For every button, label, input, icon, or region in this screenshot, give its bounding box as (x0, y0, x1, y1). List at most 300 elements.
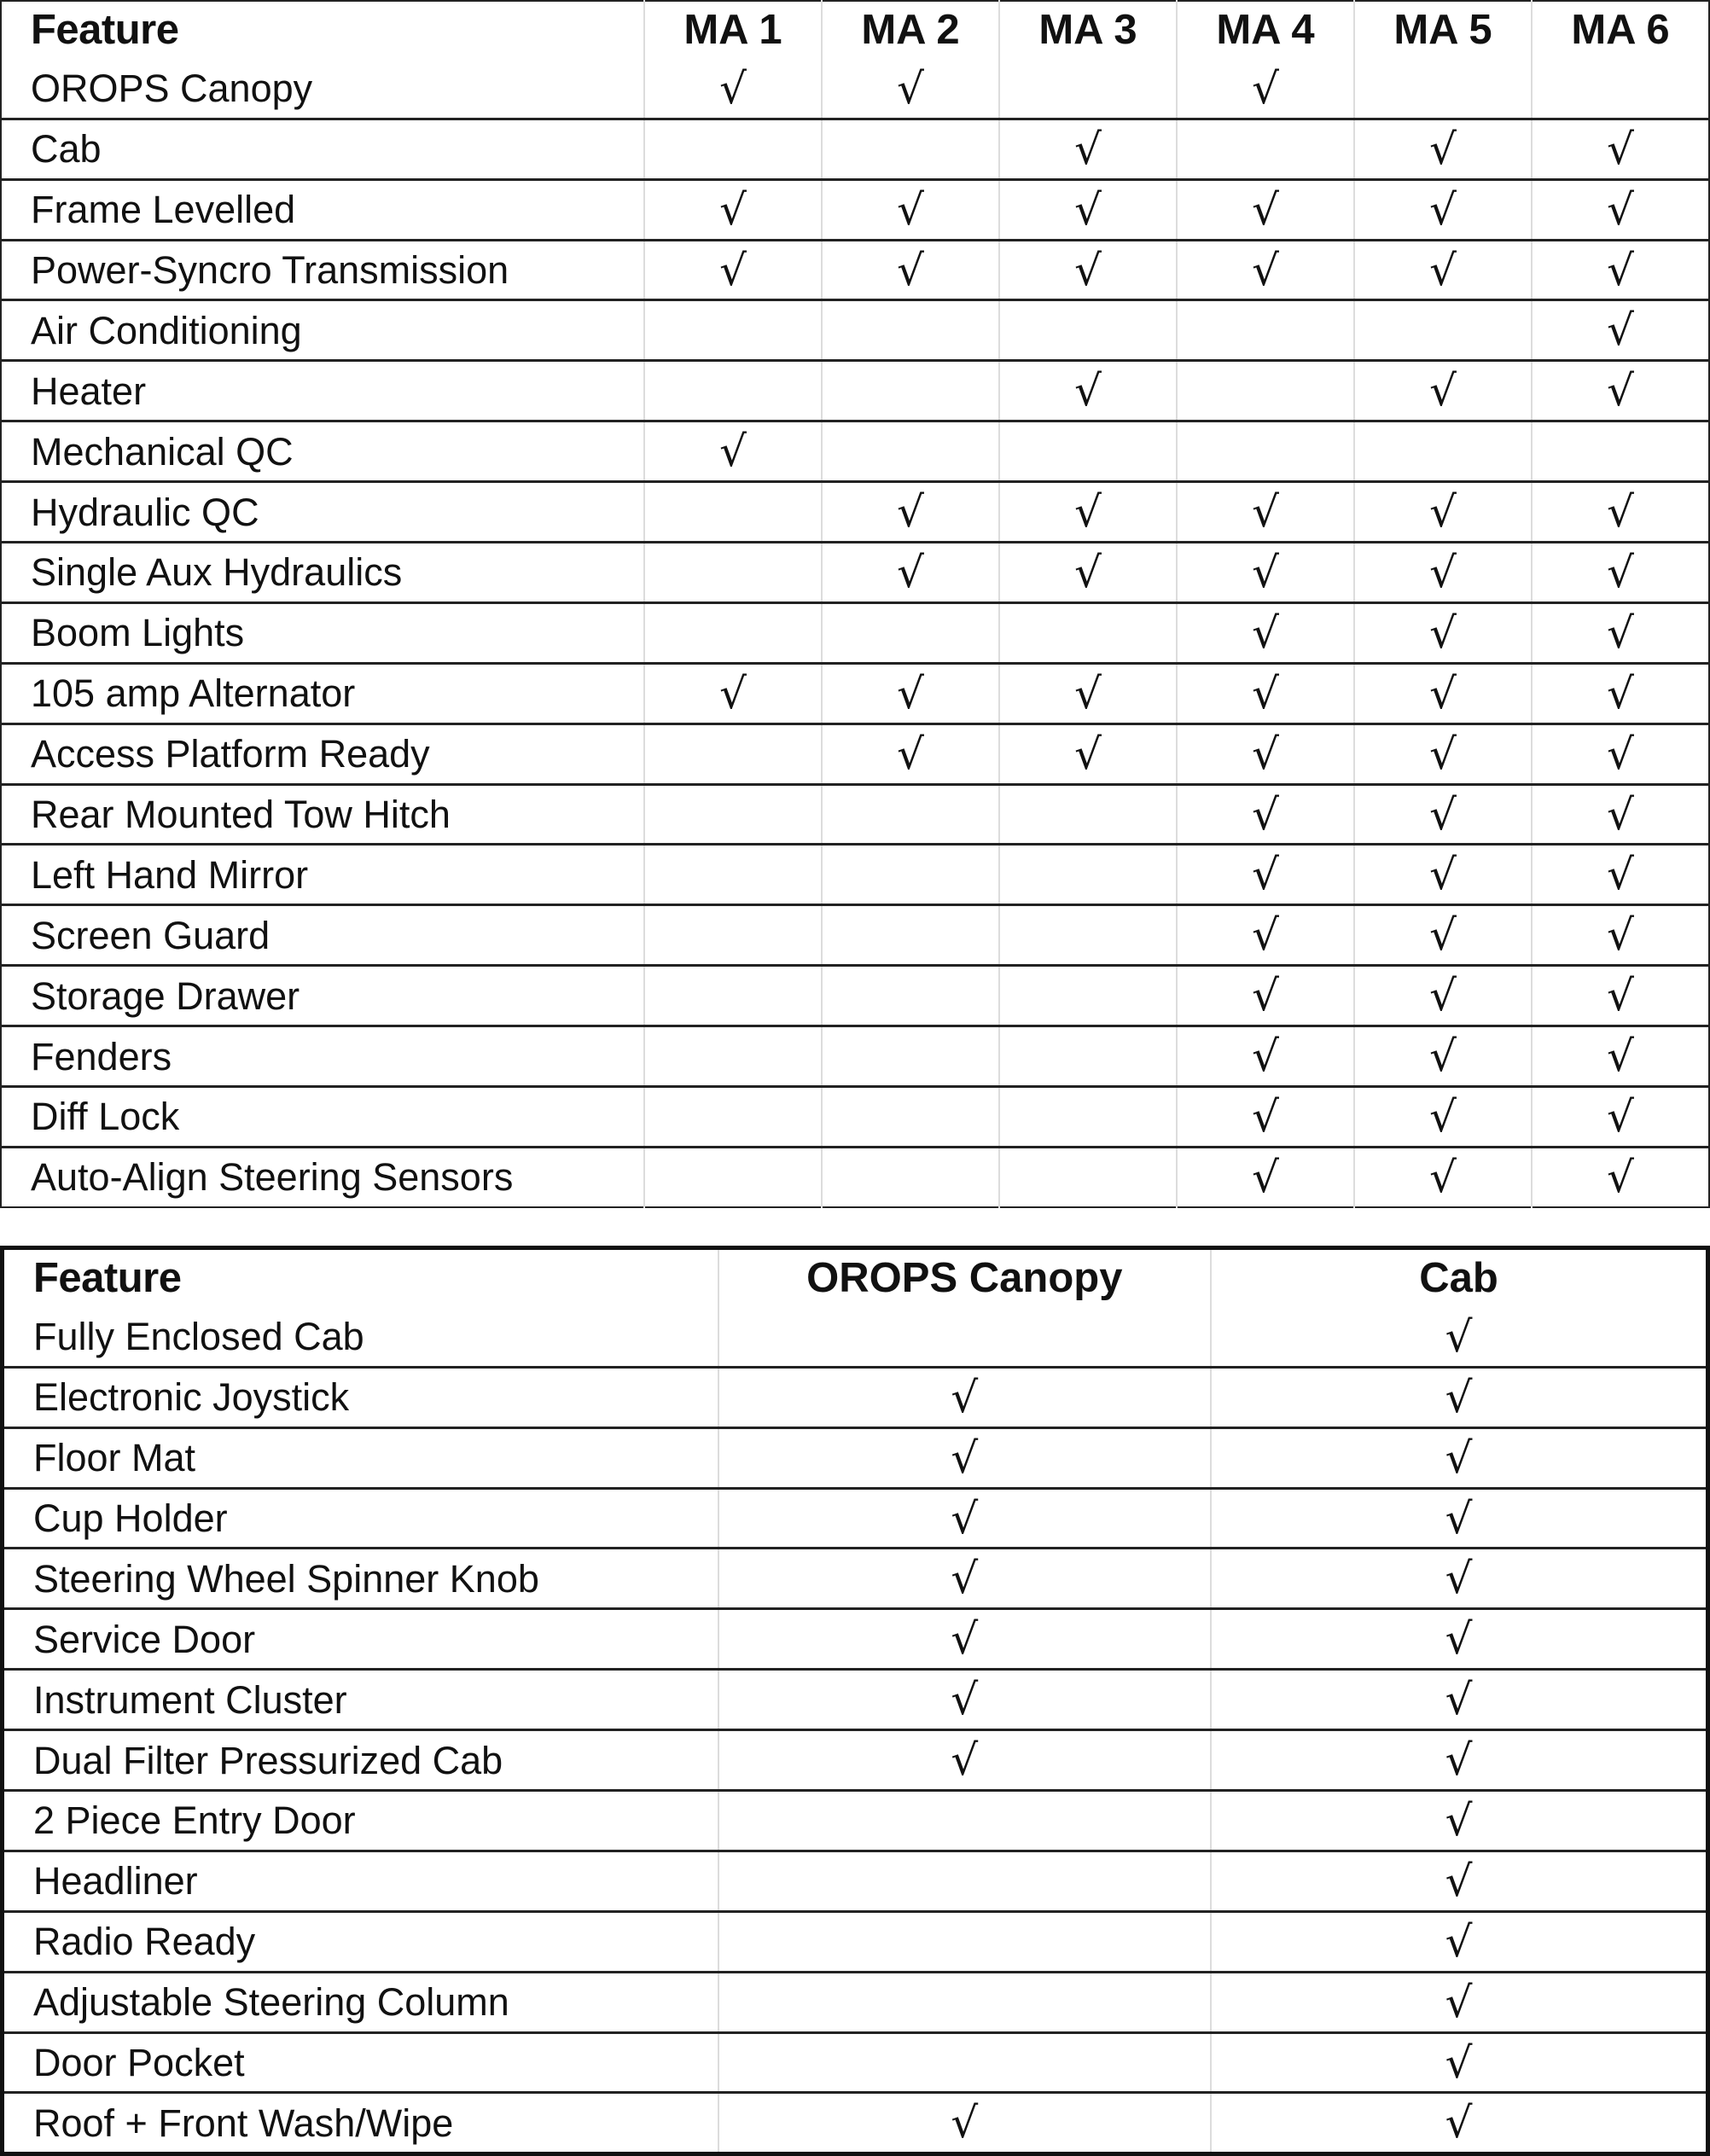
table-row (1, 421, 1709, 482)
availability-cell (822, 300, 999, 361)
checkmark-icon: √ (719, 427, 747, 477)
checkmark-icon: √ (1445, 1554, 1473, 1604)
checkmark-icon: √ (1607, 305, 1634, 356)
availability-cell (718, 1730, 1211, 1791)
checkmark-icon: √ (1252, 547, 1279, 597)
feature-name: Heater (31, 369, 147, 413)
table-row (3, 1427, 1708, 1488)
table-row (1, 1147, 1709, 1206)
availability-cell (822, 361, 999, 421)
table-row (1, 1026, 1709, 1087)
availability-cell (1177, 60, 1354, 119)
availability-cell (718, 2093, 1211, 2154)
table-row (3, 1308, 1708, 1367)
checkmark-icon: √ (1607, 547, 1634, 597)
checkmark-icon: √ (951, 1614, 979, 1665)
availability-cell (644, 784, 822, 845)
feature-column-header: Feature (33, 1255, 182, 1302)
checkmark-icon: √ (1252, 971, 1279, 1021)
feature-name: Instrument Cluster (33, 1677, 347, 1722)
availability-cell (1177, 1026, 1354, 1087)
feature-name: Cup Holder (33, 1496, 228, 1540)
checkmark-icon: √ (951, 1432, 979, 1483)
checkmark-icon: √ (1607, 729, 1634, 779)
availability-cell (999, 482, 1177, 543)
checkmark-icon: √ (1429, 971, 1457, 1021)
checkmark-icon: √ (1429, 366, 1457, 416)
checkmark-icon: √ (1445, 1311, 1473, 1362)
column-header: Cab (1211, 1248, 1707, 1308)
availability-cell (1532, 966, 1709, 1026)
table-row (1, 119, 1709, 179)
availability-cell (1211, 1670, 1707, 1730)
cab-table-body (3, 1308, 1708, 2154)
checkmark-icon: √ (1252, 63, 1279, 113)
cab-table-header (3, 1248, 1708, 1308)
table-row (3, 1488, 1708, 1549)
checkmark-icon: √ (1607, 1152, 1634, 1202)
checkmark-icon: √ (897, 547, 924, 597)
table-row (3, 2032, 1708, 2093)
checkmark-icon: √ (1445, 1432, 1473, 1483)
column-header: MA 6 (1532, 1, 1709, 60)
availability-cell (644, 1147, 822, 1206)
checkmark-icon: √ (1607, 607, 1634, 658)
checkmark-icon: √ (1429, 668, 1457, 718)
availability-cell (1532, 119, 1709, 179)
checkmark-icon: √ (719, 184, 747, 235)
availability-cell (999, 724, 1177, 784)
model-table-body (1, 60, 1709, 1207)
cab-header-row (3, 1248, 1708, 1308)
availability-cell (718, 1670, 1211, 1730)
availability-cell (1211, 2093, 1707, 2154)
checkmark-icon: √ (1445, 1675, 1473, 1725)
checkmark-icon: √ (951, 1372, 979, 1422)
feature-name: Left Hand Mirror (31, 852, 309, 897)
availability-cell (1354, 300, 1532, 361)
availability-cell (999, 179, 1177, 240)
table-row (3, 1851, 1708, 1911)
availability-cell (644, 966, 822, 1026)
checkmark-icon: √ (897, 487, 924, 538)
availability-cell (1354, 845, 1532, 905)
availability-cell (822, 966, 999, 1026)
availability-cell (718, 1549, 1211, 1609)
table-row (3, 1549, 1708, 1609)
checkmark-icon: √ (1607, 245, 1634, 295)
checkmark-icon: √ (1074, 245, 1102, 295)
feature-name: Fully Enclosed Cab (33, 1315, 364, 1359)
table-row (3, 1791, 1708, 1851)
availability-cell (999, 421, 1177, 482)
column-header: MA 2 (822, 1, 999, 60)
feature-name: Hydraulic QC (31, 490, 259, 534)
availability-cell (1354, 119, 1532, 179)
availability-cell (1177, 543, 1354, 603)
availability-cell (999, 663, 1177, 724)
availability-cell (718, 1308, 1211, 1367)
checkmark-icon: √ (1252, 607, 1279, 658)
checkmark-icon: √ (1607, 910, 1634, 961)
availability-cell (1354, 724, 1532, 784)
availability-cell (1532, 1087, 1709, 1148)
availability-cell (1177, 905, 1354, 966)
availability-cell (644, 1087, 822, 1148)
checkmark-icon: √ (1252, 789, 1279, 840)
checkmark-icon: √ (1252, 729, 1279, 779)
availability-cell (1532, 421, 1709, 482)
availability-cell (644, 119, 822, 179)
checkmark-icon: √ (1607, 789, 1634, 840)
checkmark-icon: √ (897, 245, 924, 295)
availability-cell (999, 845, 1177, 905)
checkmark-icon: √ (1445, 1372, 1473, 1422)
availability-cell (999, 966, 1177, 1026)
availability-cell (999, 784, 1177, 845)
checkmark-icon: √ (1429, 1032, 1457, 1082)
feature-name: 105 amp Alternator (31, 671, 356, 716)
checkmark-icon: √ (1429, 607, 1457, 658)
checkmark-icon: √ (1607, 487, 1634, 538)
availability-cell (644, 724, 822, 784)
cab-feature-table (0, 1246, 1710, 2156)
checkmark-icon: √ (897, 668, 924, 718)
availability-cell (999, 543, 1177, 603)
checkmark-icon: √ (1607, 1032, 1634, 1082)
table-row (1, 300, 1709, 361)
availability-cell (822, 905, 999, 966)
feature-name: Mechanical QC (31, 429, 294, 474)
availability-cell (1211, 1791, 1707, 1851)
table-row (1, 724, 1709, 784)
feature-name: Floor Mat (33, 1436, 196, 1480)
feature-name: Screen Guard (31, 913, 270, 957)
checkmark-icon: √ (1445, 2098, 1473, 2148)
table-row (3, 2093, 1708, 2154)
availability-cell (822, 1147, 999, 1206)
table-row (1, 784, 1709, 845)
table-row (3, 1609, 1708, 1670)
table-row (1, 240, 1709, 300)
feature-name: Rear Mounted Tow Hitch (31, 793, 451, 837)
availability-cell (1177, 240, 1354, 300)
availability-cell (999, 1147, 1177, 1206)
table-row (1, 543, 1709, 603)
feature-name: Frame Levelled (31, 188, 296, 232)
availability-cell (644, 300, 822, 361)
checkmark-icon: √ (1252, 487, 1279, 538)
checkmark-icon: √ (951, 2098, 979, 2148)
feature-name: Boom Lights (31, 611, 245, 655)
availability-cell (1532, 60, 1709, 119)
checkmark-icon: √ (1074, 487, 1102, 538)
checkmark-icon: √ (1445, 1916, 1473, 1967)
availability-cell (999, 602, 1177, 663)
checkmark-icon: √ (1445, 2037, 1473, 2088)
availability-cell (822, 179, 999, 240)
feature-name: Roof + Front Wash/Wipe (33, 2101, 454, 2145)
availability-cell (1211, 1308, 1707, 1367)
feature-name: Service Door (33, 1617, 256, 1661)
availability-cell (1177, 421, 1354, 482)
checkmark-icon: √ (1429, 1152, 1457, 1202)
table-row (1, 482, 1709, 543)
availability-cell (1532, 1026, 1709, 1087)
availability-cell (644, 421, 822, 482)
availability-cell (1532, 361, 1709, 421)
availability-cell (1177, 1087, 1354, 1148)
availability-cell (1211, 1609, 1707, 1670)
availability-cell (1532, 602, 1709, 663)
availability-cell (718, 1911, 1211, 1972)
feature-name: Cab (31, 127, 102, 171)
availability-cell (644, 845, 822, 905)
availability-cell (1177, 1147, 1354, 1206)
availability-cell (1177, 724, 1354, 784)
checkmark-icon: √ (1074, 547, 1102, 597)
availability-cell (822, 602, 999, 663)
feature-name: Access Platform Ready (31, 732, 430, 776)
table-row (1, 845, 1709, 905)
feature-name: Auto-Align Steering Sensors (31, 1155, 514, 1200)
availability-cell (1177, 784, 1354, 845)
availability-cell (1532, 663, 1709, 724)
availability-cell (1532, 784, 1709, 845)
availability-cell (1211, 1911, 1707, 1972)
availability-cell (999, 1026, 1177, 1087)
availability-cell (1354, 361, 1532, 421)
availability-cell (822, 663, 999, 724)
availability-cell (822, 119, 999, 179)
checkmark-icon: √ (1252, 668, 1279, 718)
availability-cell (1354, 1026, 1532, 1087)
availability-cell (718, 1791, 1211, 1851)
feature-name: OROPS Canopy (31, 67, 313, 111)
checkmark-icon: √ (1445, 1795, 1473, 1845)
availability-cell (999, 240, 1177, 300)
table-row (3, 1730, 1708, 1791)
availability-cell (1211, 1972, 1707, 2032)
availability-cell (1177, 179, 1354, 240)
availability-cell (644, 663, 822, 724)
availability-cell (822, 60, 999, 119)
availability-cell (822, 482, 999, 543)
checkmark-icon: √ (1607, 668, 1634, 718)
checkmark-icon: √ (1074, 184, 1102, 235)
checkmark-icon: √ (1429, 124, 1457, 174)
availability-cell (718, 1851, 1211, 1911)
checkmark-icon: √ (1445, 1977, 1473, 2027)
checkmark-icon: √ (1074, 366, 1102, 416)
availability-cell (1177, 361, 1354, 421)
checkmark-icon: √ (1445, 1856, 1473, 1906)
checkmark-icon: √ (1607, 124, 1634, 174)
feature-name: Steering Wheel Spinner Knob (33, 1556, 539, 1601)
availability-cell (1532, 905, 1709, 966)
availability-cell (718, 1427, 1211, 1488)
checkmark-icon: √ (1445, 1735, 1473, 1786)
feature-name: Adjustable Steering Column (33, 1980, 509, 2025)
availability-cell (1354, 663, 1532, 724)
availability-cell (1532, 724, 1709, 784)
availability-cell (1532, 482, 1709, 543)
availability-cell (644, 179, 822, 240)
checkmark-icon: √ (951, 1675, 979, 1725)
availability-cell (1177, 300, 1354, 361)
feature-name: Storage Drawer (31, 973, 300, 1018)
checkmark-icon: √ (719, 668, 747, 718)
checkmark-icon: √ (897, 63, 924, 113)
table-row (1, 966, 1709, 1026)
checkmark-icon: √ (1429, 910, 1457, 961)
table-row (1, 179, 1709, 240)
availability-cell (1532, 845, 1709, 905)
column-header: MA 5 (1354, 1, 1532, 60)
feature-name: Fenders (31, 1034, 172, 1078)
checkmark-icon: √ (1252, 910, 1279, 961)
table-row (1, 663, 1709, 724)
table-row (1, 1087, 1709, 1148)
checkmark-icon: √ (1252, 1091, 1279, 1142)
availability-cell (822, 784, 999, 845)
availability-cell (644, 60, 822, 119)
availability-cell (822, 421, 999, 482)
availability-cell (1177, 482, 1354, 543)
availability-cell (1354, 905, 1532, 966)
availability-cell (1354, 179, 1532, 240)
feature-name: Door Pocket (33, 2041, 245, 2085)
model-header-row (1, 1, 1709, 60)
availability-cell (644, 361, 822, 421)
feature-column-header: Feature (31, 7, 179, 54)
availability-cell (1354, 482, 1532, 543)
checkmark-icon: √ (951, 1554, 979, 1604)
availability-cell (1532, 543, 1709, 603)
column-header: MA 1 (644, 1, 822, 60)
availability-cell (1177, 845, 1354, 905)
availability-cell (1177, 663, 1354, 724)
availability-cell (1532, 1147, 1709, 1206)
table-row (1, 602, 1709, 663)
availability-cell (1211, 1488, 1707, 1549)
feature-name: Dual Filter Pressurized Cab (33, 1738, 503, 1782)
availability-cell (1211, 1427, 1707, 1488)
availability-cell (1532, 179, 1709, 240)
checkmark-icon: √ (1607, 850, 1634, 900)
table-row (3, 1367, 1708, 1427)
availability-cell (822, 724, 999, 784)
checkmark-icon: √ (719, 245, 747, 295)
availability-cell (999, 1087, 1177, 1148)
availability-cell (718, 1609, 1211, 1670)
availability-cell (1354, 602, 1532, 663)
feature-name: Headliner (33, 1859, 198, 1903)
checkmark-icon: √ (1429, 184, 1457, 235)
checkmark-icon: √ (1252, 850, 1279, 900)
checkmark-icon: √ (1074, 668, 1102, 718)
column-header: MA 3 (999, 1, 1177, 60)
availability-cell (999, 300, 1177, 361)
availability-cell (822, 543, 999, 603)
availability-cell (644, 543, 822, 603)
availability-cell (822, 1026, 999, 1087)
availability-cell (822, 240, 999, 300)
availability-cell (718, 1367, 1211, 1427)
column-header: OROPS Canopy (718, 1248, 1211, 1308)
checkmark-icon: √ (1429, 789, 1457, 840)
checkmark-icon: √ (1607, 184, 1634, 235)
availability-cell (1211, 1549, 1707, 1609)
availability-cell (1354, 966, 1532, 1026)
checkmark-icon: √ (719, 63, 747, 113)
checkmark-icon: √ (1252, 245, 1279, 295)
checkmark-icon: √ (1607, 971, 1634, 1021)
feature-name: Single Aux Hydraulics (31, 550, 403, 595)
checkmark-icon: √ (1429, 487, 1457, 538)
availability-cell (644, 1026, 822, 1087)
checkmark-icon: √ (1429, 850, 1457, 900)
availability-cell (1354, 1087, 1532, 1148)
availability-cell (1177, 602, 1354, 663)
feature-name: Air Conditioning (31, 308, 302, 352)
availability-cell (644, 602, 822, 663)
checkmark-icon: √ (951, 1493, 979, 1543)
checkmark-icon: √ (1445, 1614, 1473, 1665)
availability-cell (822, 1087, 999, 1148)
checkmark-icon: √ (1429, 245, 1457, 295)
availability-cell (1177, 966, 1354, 1026)
availability-cell (999, 60, 1177, 119)
table-row (3, 1972, 1708, 2032)
availability-cell (718, 2032, 1211, 2093)
availability-cell (644, 482, 822, 543)
availability-cell (1354, 60, 1532, 119)
checkmark-icon: √ (1429, 547, 1457, 597)
checkmark-icon: √ (1429, 729, 1457, 779)
model-table-header (1, 1, 1709, 60)
availability-cell (1532, 240, 1709, 300)
availability-cell (1177, 119, 1354, 179)
feature-name: Radio Ready (33, 1920, 256, 1964)
checkmark-icon: √ (1252, 184, 1279, 235)
checkmark-icon: √ (897, 184, 924, 235)
availability-cell (822, 845, 999, 905)
availability-cell (1354, 1147, 1532, 1206)
checkmark-icon: √ (1252, 1032, 1279, 1082)
availability-cell (644, 905, 822, 966)
availability-cell (999, 119, 1177, 179)
checkmark-icon: √ (897, 729, 924, 779)
feature-name: Electronic Joystick (33, 1375, 350, 1420)
availability-cell (1354, 784, 1532, 845)
availability-cell (1354, 421, 1532, 482)
table-row (1, 60, 1709, 119)
availability-cell (1211, 1851, 1707, 1911)
column-header: MA 4 (1177, 1, 1354, 60)
availability-cell (718, 1972, 1211, 2032)
checkmark-icon: √ (951, 1735, 979, 1786)
availability-cell (999, 905, 1177, 966)
checkmark-icon: √ (1074, 124, 1102, 174)
availability-cell (1211, 1367, 1707, 1427)
table-row (1, 905, 1709, 966)
checkmark-icon: √ (1445, 1493, 1473, 1543)
availability-cell (1211, 2032, 1707, 2093)
checkmark-icon: √ (1074, 729, 1102, 779)
checkmark-icon: √ (1607, 366, 1634, 416)
checkmark-icon: √ (1429, 1091, 1457, 1142)
